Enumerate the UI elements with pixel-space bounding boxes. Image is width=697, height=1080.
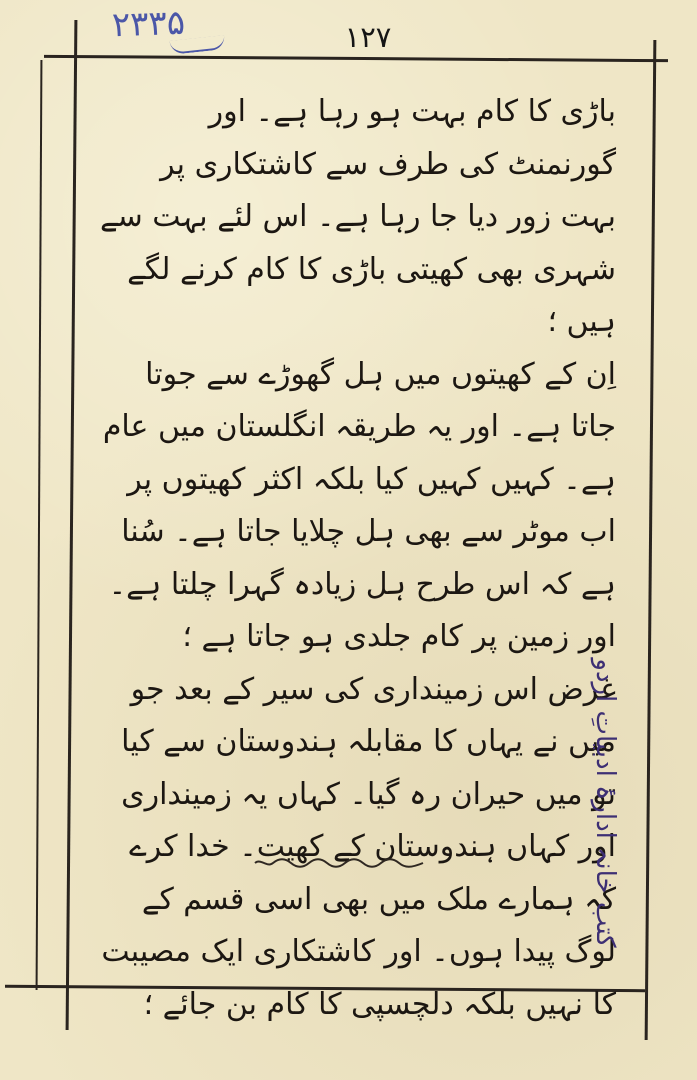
page-body-text <box>96 86 616 1031</box>
decorative-wavy-rule <box>253 856 425 870</box>
page-frame-left <box>66 20 78 1030</box>
page-frame-top <box>44 55 668 62</box>
page-frame-right <box>645 40 657 1040</box>
page-number: ۱۲۷ <box>344 20 392 54</box>
paragraph-3: غرض اس زمینداری کی سیر کے بعد جو میں نے یہاں کا مقابلہ ہندوستان سے کیا تو میں حیران رہ گیا۔ کہاں یہ زمینداری اور کہاں ہندوستان کے کھیت۔ خدا کرے کہ ہمارے ملک میں بھی اسی قسم کے لوگ پیدا ہوں۔ اور کاشتکاری ایک مصیبت کا نہیں بلکہ دلچسپی کا کام بن جائے ؛ <box>101 671 616 1022</box>
page-frame-inner-left <box>36 60 43 990</box>
paragraph-1: باڑی کا کام بہت ہو رہا ہے۔ اور گورنمنٹ کی طرف سے کاشتکاری پر بہت زور دیا جا رہا ہے۔ اس لئے بہت سے شہری بھی کھیتی باڑی کا کام کرنے لگے ہیں ؛ <box>100 94 616 339</box>
paragraph-2: اِن کے کھیتوں میں ہل گھوڑے سے جوتا جاتا ہے۔ اور یہ طریقہ انگلستان میں عام ہے۔ کہیں کہیں کیا بلکہ اکثر کھیتوں پر اب موٹر سے بھی ہل چلایا جاتا ہے۔ سُنا ہے کہ اس طرح ہل زیادہ گہرا چلتا ہے۔ اور زمین پر کام جلدی ہو جاتا ہے ؛ <box>102 356 616 654</box>
library-stamp-text: کتب خانہ ادارۂ ادبیاتِ اردو <box>590 658 620 948</box>
handwritten-accession-number: ۲۳۳۵ <box>111 2 186 46</box>
